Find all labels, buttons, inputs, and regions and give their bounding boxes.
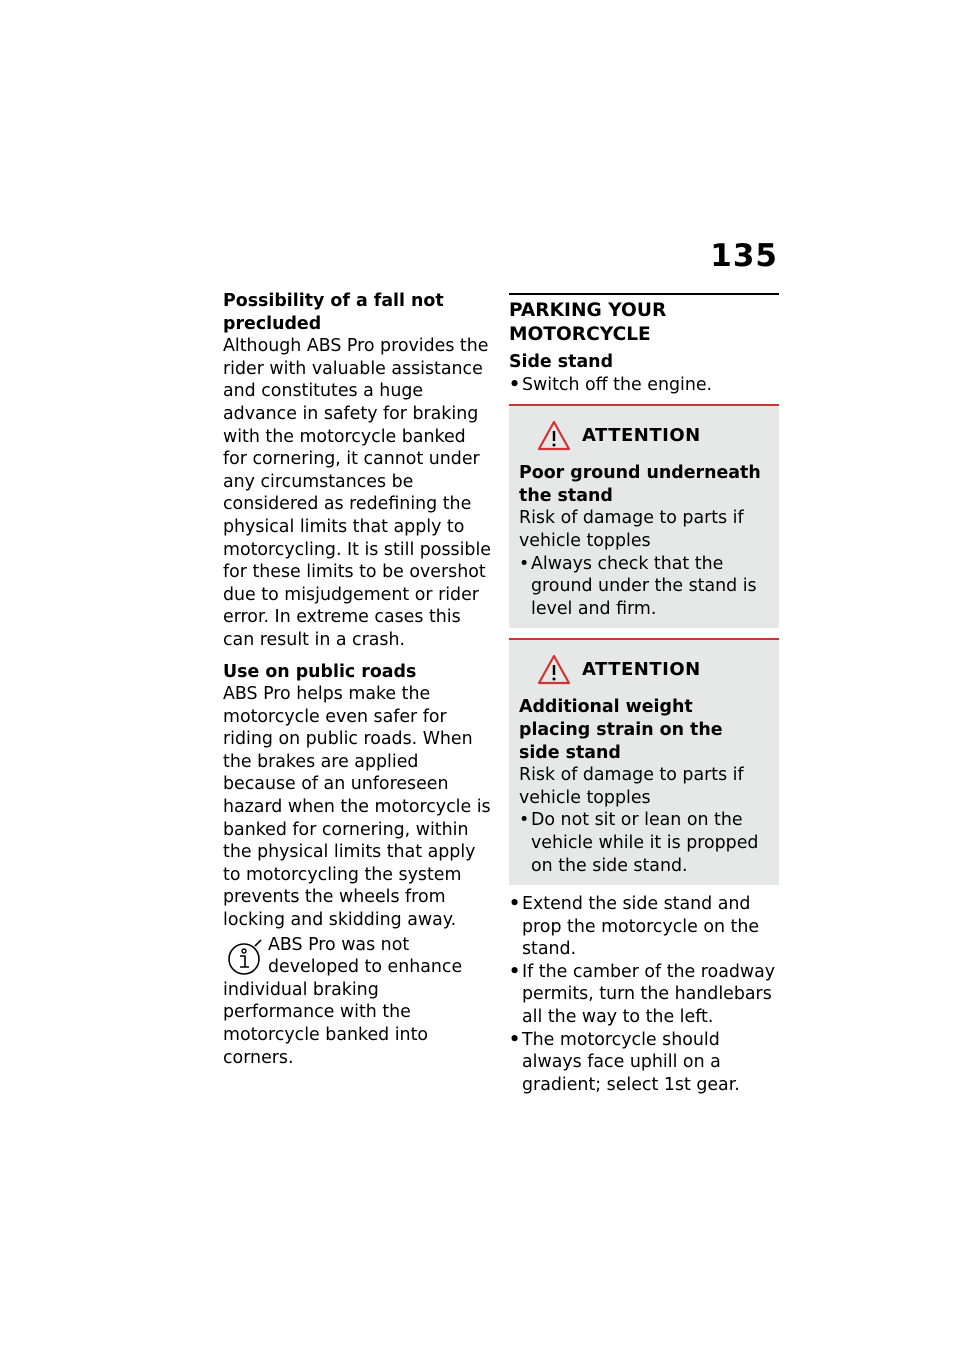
info-icon: [225, 936, 267, 978]
paragraph-public-roads: ABS Pro helps make the motorcycle even safer for riding on public roads. When the brakes are applied because of an unforeseen hazard when the motorcycle is banked for cornering, within the physical limits that apply to motorcycling the system prevents the wheels from locking and skidding away.: [223, 684, 491, 931]
steps-list: [509, 893, 779, 1096]
list-item-text: If the camber of the roadway permits, turn the handlebars all the way to the left.: [522, 961, 776, 1028]
warning-title: ATTENTION: [582, 424, 701, 446]
left-column: [223, 290, 493, 1069]
list-item: [509, 374, 779, 397]
list-item-text: Switch off the engine.: [522, 374, 713, 395]
warning-heading: Poor ground underneath the stand: [519, 463, 761, 506]
warning-triangle-icon: [537, 654, 571, 686]
warning-action: [519, 553, 769, 621]
note-line-2: developed to enhance: [268, 957, 463, 978]
warning-box: [509, 638, 779, 885]
warning-heading: Additional weight placing strain on the side stand: [519, 697, 723, 763]
bullet-dot: •: [519, 810, 530, 831]
warning-consequence: Risk of damage to parts if vehicle topples: [519, 765, 744, 808]
warning-consequence: Risk of damage to parts if vehicle topples: [519, 508, 744, 551]
list-item: [509, 893, 779, 961]
bullet-dot: •: [509, 1029, 521, 1050]
paragraph-abs-pro-limits: Although ABS Pro provides the rider with valuable assistance and constitutes a huge advance in safety for braking with the motorcycle banked for cornering, it cannot under any circumstances be considered as redefining the physical limits that apply to motorcycling. It is still possible for these limits to be overshot due to misjudgement or rider error. In extreme cases this can result in a crash.: [223, 336, 492, 650]
bullet-dot: •: [509, 374, 521, 395]
list-item-text: The motorcycle should always face uphill on a gradient; select 1st gear.: [522, 1029, 740, 1095]
warning-action-text: Do not sit or lean on the vehicle while it is propped on the side stand.: [531, 810, 759, 876]
note-rest: individual braking performance with the motorcycle banked into corners.: [223, 979, 429, 1068]
bullet-dot: •: [509, 894, 521, 915]
warning-triangle-icon: [537, 420, 571, 452]
heading-public-roads: Use on public roads: [223, 661, 417, 682]
page-number: 135: [710, 238, 778, 274]
list-item-text: Extend the side stand and prop the motorcycle on the stand.: [522, 894, 760, 960]
right-column: [509, 293, 779, 1096]
list-item: [509, 1029, 779, 1097]
section-title: PARKING YOUR MOTORCYCLE: [509, 293, 779, 347]
list-item: [509, 961, 779, 1029]
warning-action-text: Always check that the ground under the stand is level and firm.: [531, 553, 757, 619]
info-note: [223, 934, 493, 1070]
heading-fall-not-precluded: Possibility of a fall not precluded: [223, 291, 444, 334]
warning-box: [509, 404, 779, 628]
bullet-dot: •: [519, 553, 530, 574]
warning-header: [537, 654, 769, 686]
warning-action: [519, 809, 769, 877]
subheading-side-stand: Side stand: [509, 352, 614, 372]
warning-title: ATTENTION: [582, 659, 701, 681]
warning-header: [537, 420, 769, 452]
note-line-1: ABS Pro was not: [268, 934, 410, 955]
bullet-dot: •: [509, 961, 521, 982]
